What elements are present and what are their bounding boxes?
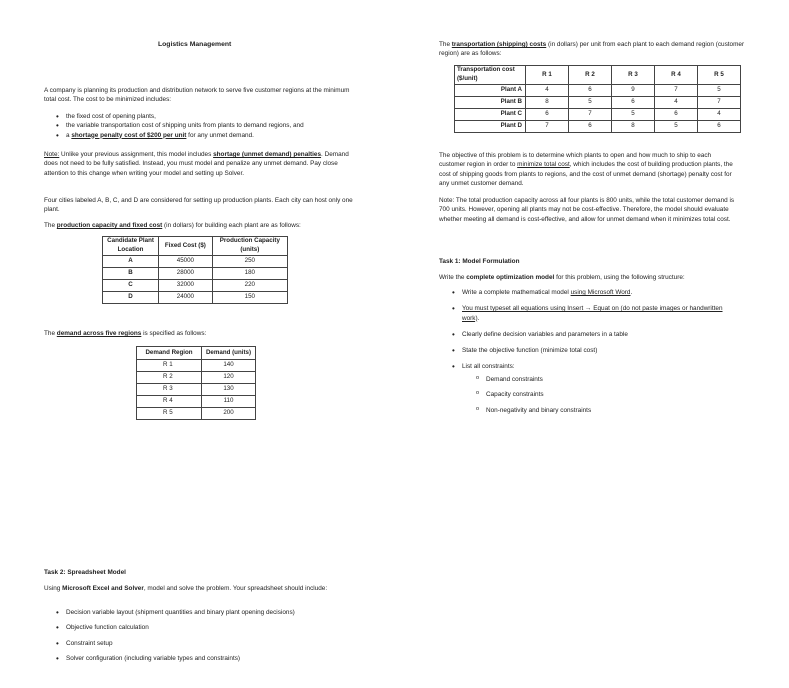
list-item: • State the objective function (minimize total cost) (450, 346, 740, 355)
page-title: Logistics Management (158, 41, 232, 48)
header-cell: Demand (units) (202, 347, 256, 360)
task2-intro: Using Microsoft Excel and Solver, model and solve the problem. Your spreadsheet should include: (44, 585, 328, 592)
list-item: • Clearly define decision variables and parameters in a table (450, 330, 740, 339)
table-row (455, 121, 741, 133)
shortage-link: shortage (unmet demand) penalties (213, 151, 322, 158)
task1-intro: Write the complete optimization model for this problem, using the following structure: (439, 274, 685, 281)
table-cell: 140 (202, 360, 256, 372)
table-cell: Plant D (455, 121, 526, 133)
table-cell: 8 (612, 121, 655, 133)
table-cell: 28000 (159, 268, 213, 280)
header-cell: R 4 (655, 66, 698, 85)
note-label: Note: (44, 151, 60, 158)
transport-table-header (455, 66, 741, 85)
list-item: • Objective function calculation (54, 623, 374, 632)
table-cell: 6 (655, 109, 698, 121)
table-cell: 6 (698, 121, 741, 133)
table-row (103, 280, 288, 292)
table-cell: Plant C (455, 109, 526, 121)
header-cell: R 1 (526, 66, 569, 85)
capacity-intro: The production capacity and fixed cost (in dollars) for building each plant are as follows: (44, 222, 301, 229)
table-row (103, 268, 288, 280)
table-cell: 45000 (159, 256, 213, 268)
table-row (455, 97, 741, 109)
list-item: • Write a complete mathematical model using Microsoft Word. (450, 288, 740, 297)
table-cell: 250 (212, 256, 287, 268)
header-cell: R 5 (698, 66, 741, 85)
note2-paragraph: Note: The total production capacity across all four plants is 800 units, while the total customer demand is 700 units. However, opening all plants may not be cost-effective. Therefore, the model should evaluate whether meeting all demand is cost-effective, and allow for unmet demand when it minimizes total cost. (439, 197, 735, 223)
list-item: • Constraint setup (54, 639, 374, 648)
table-cell: 9 (612, 85, 655, 97)
cities-paragraph: Four cities labeled A, B, C, and D are considered for setting up production plants. Each city can host only one plant. (44, 197, 353, 214)
demand-table-header (137, 347, 256, 360)
table-cell: R 4 (137, 396, 202, 408)
intro-paragraph: A company is planning its production and distribution network to serve five customer regions at the minimum total cost. The cost to be minimized includes: (44, 87, 350, 104)
table-cell: Plant B (455, 97, 526, 109)
table-cell: 32000 (159, 280, 213, 292)
table-row (455, 85, 741, 97)
table-cell: 6 (569, 121, 612, 133)
table-cell: 4 (698, 109, 741, 121)
table-cell: 130 (202, 384, 256, 396)
task1-title: Task 1: Model Formulation (439, 258, 520, 265)
typeset-link: You must typeset all equations using Insert → Equat on (do not paste images or handwritten work) (462, 305, 723, 322)
transport-link: transportation (shipping) costs (451, 41, 547, 48)
table-cell: 7 (526, 121, 569, 133)
table-cell: 24000 (159, 292, 213, 304)
table-cell: A (103, 256, 159, 268)
table-cell: R 3 (137, 384, 202, 396)
table-cell: 5 (569, 97, 612, 109)
header-cell: Production Capacity (units) (212, 237, 287, 256)
shortage-penalty-link: shortage penalty cost of $200 per unit (71, 131, 187, 139)
header-cell: R 3 (612, 66, 655, 85)
task1-list (450, 288, 740, 378)
objective-paragraph: The objective of this problem is to determine which plants to open and how much to ship to each customer region in order to minimize total cost, which includes the cost of building production plants, the cost of shipping goods from plants to regions, and the cost of unmet demand (shortage) penalty cost for any unmet customer demand. (439, 152, 733, 187)
table-cell: 4 (655, 97, 698, 109)
table-row (137, 372, 256, 384)
table-cell: R 2 (137, 372, 202, 384)
table-cell: 6 (526, 109, 569, 121)
demand-intro: The demand across five regions is specified as follows: (44, 330, 207, 337)
header-cell: R 2 (569, 66, 612, 85)
header-cell: Transportation cost ($/unit) (455, 66, 526, 85)
task2-title: Task 2: Spreadsheet Model (44, 569, 126, 576)
list-item: o Non-negativity and binary constraints (474, 406, 724, 415)
table-cell: R 1 (137, 360, 202, 372)
task2-list (54, 608, 374, 663)
transport-intro: The transportation (shipping) costs (in dollars) per unit from each plant to each demand region (customer region) are as follows: (439, 41, 745, 58)
demand-link: demand across five regions (56, 330, 142, 337)
table-cell: 7 (569, 109, 612, 121)
table-cell: 5 (612, 109, 655, 121)
plant-table-header (103, 237, 288, 256)
list-item: • You must typeset all equations using Insert → Equat on (do not paste images or handwritten work). (450, 304, 740, 323)
table-cell: 200 (202, 408, 256, 420)
capacity-link: production capacity and fixed cost (56, 222, 163, 229)
plant-table (102, 236, 288, 304)
constraints-sublist (474, 375, 724, 415)
table-cell: B (103, 268, 159, 280)
table-cell: D (103, 292, 159, 304)
table-cell: 7 (655, 85, 698, 97)
table-cell: 220 (212, 280, 287, 292)
table-cell: 8 (526, 97, 569, 109)
cost-item-fixed: • the fixed cost of opening plants, (54, 112, 354, 121)
table-row (455, 109, 741, 121)
table-row (137, 396, 256, 408)
cost-items-list (54, 112, 354, 140)
cost-item-shortage: • a shortage penalty cost of $200 per unit for any unmet demand. (54, 131, 354, 140)
table-row (137, 360, 256, 372)
transport-table (454, 65, 741, 133)
list-item: o Capacity constraints (474, 390, 724, 399)
table-cell: 110 (202, 396, 256, 408)
minimize-link: minimize total cost (517, 161, 570, 169)
table-cell: R 5 (137, 408, 202, 420)
table-cell: 4 (526, 85, 569, 97)
cost-item-transport: • the variable transportation cost of shipping units from plants to demand regions, and (54, 121, 354, 130)
table-cell: Plant A (455, 85, 526, 97)
header-cell: Fixed Cost ($) (159, 237, 213, 256)
demand-table (136, 346, 256, 420)
table-row (137, 408, 256, 420)
header-cell: Demand Region (137, 347, 202, 360)
table-cell: 6 (569, 85, 612, 97)
table-cell: 7 (698, 97, 741, 109)
list-item: o Demand constraints (474, 375, 724, 384)
note-paragraph: Note: Unlike your previous assignment, this model includes shortage (unmet demand) penalties. Demand does not need to be fully satisfied. Instead, you must model and penalize any unmet demand. Pay close attention to this change when writing your model and setting up Solver. (44, 151, 349, 177)
table-cell: 180 (212, 268, 287, 280)
table-cell: 5 (655, 121, 698, 133)
table-cell: 6 (612, 97, 655, 109)
table-row (103, 256, 288, 268)
table-cell: C (103, 280, 159, 292)
list-item: • Decision variable layout (shipment quantities and binary plant opening decisions) (54, 608, 374, 617)
word-link: using Microsoft Word (570, 289, 631, 296)
table-cell: 120 (202, 372, 256, 384)
table-row (137, 384, 256, 396)
table-row (103, 292, 288, 304)
table-cell: 5 (698, 85, 741, 97)
list-item: • List all constraints: (450, 362, 740, 371)
table-cell: 150 (212, 292, 287, 304)
header-cell: Candidate Plant Location (103, 237, 159, 256)
list-item: • Solver configuration (including variable types and constraints) (54, 654, 374, 663)
